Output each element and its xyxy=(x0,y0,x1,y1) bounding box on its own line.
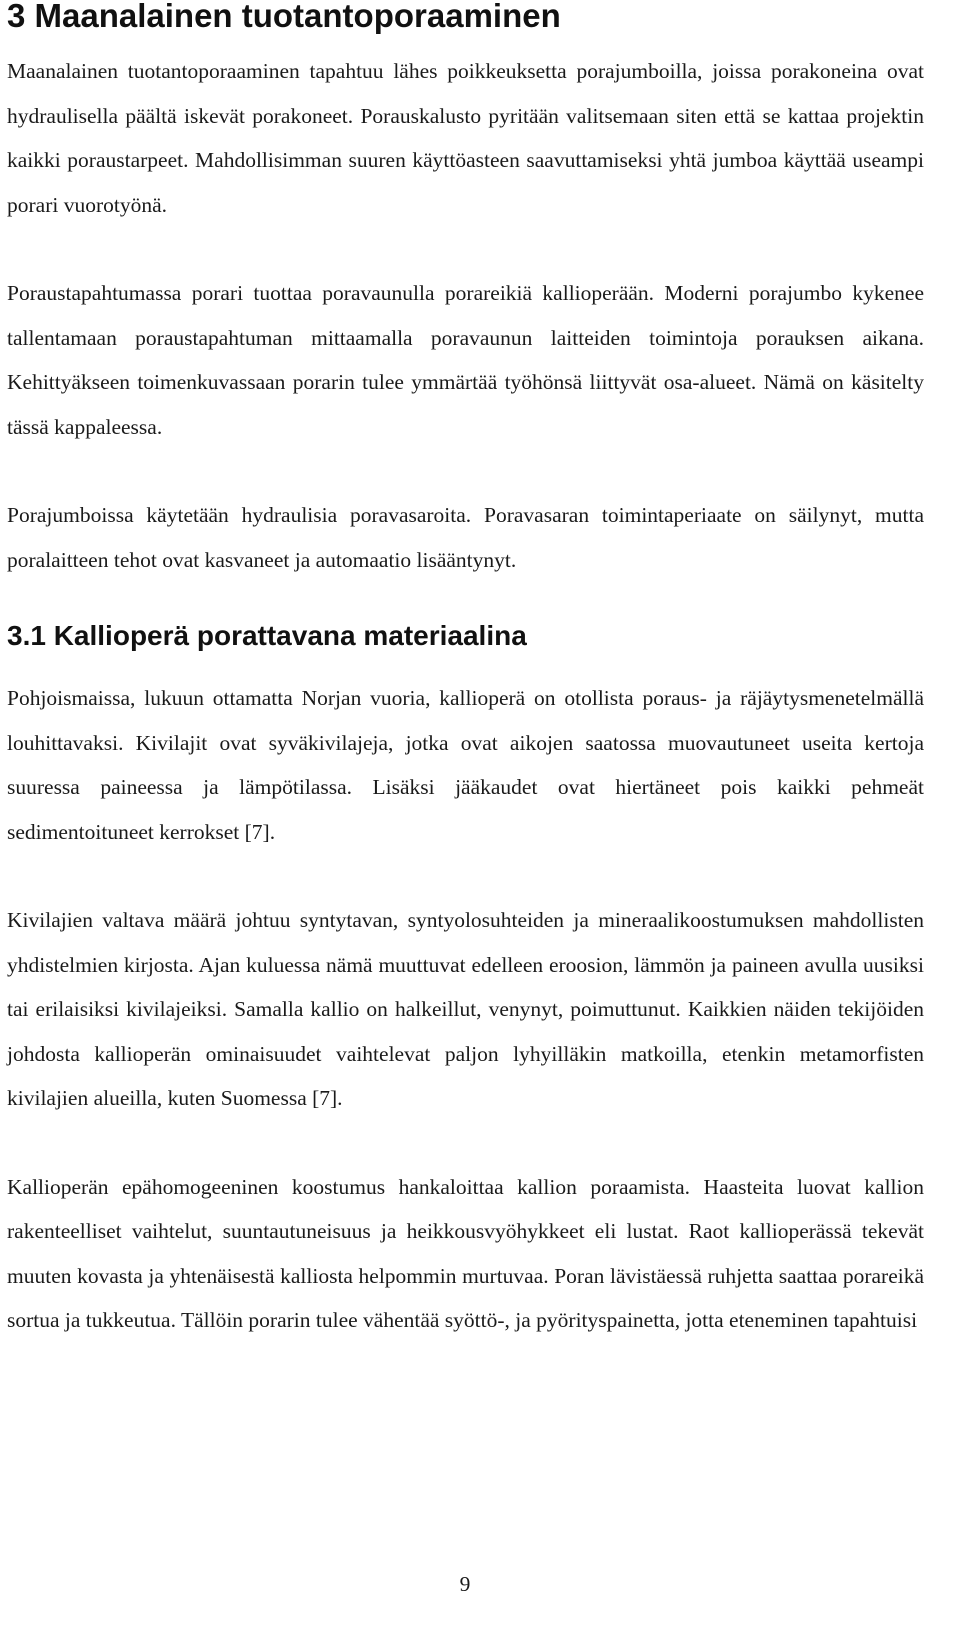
paragraph-inhomogeneous-bedrock: Kallioperän epähomogeeninen koostumus hankaloittaa kallion poraamista. Haasteita luovat kallion rakenteelliset vaihtelut, suuntautuneisuus ja heikkousvyöhykkeet eli lustat. Raot kallioperässä tekevät muuten kovasta ja yhtenäisestä kalliosta helpommin murtuvaa. Poran lävistäessä ruhjetta saattaa porareikä sortua ja tukkeutua. Tällöin porarin tulee vähentää syöttö-, ja pyörityspainetta, jotta eteneminen tapahtuisi xyxy=(7,1174,924,1332)
paragraph-nordic-bedrock: Pohjoismaissa, lukuun ottamatta Norjan vuoria, kallioperä on otollista poraus- ja räjäytysmenetelmällä louhittavaksi. Kivilajit ovat syväkivilajeja, jotka ovat aikojen saatossa muovautuneet useita kertoja suuressa paineessa ja lämpötilassa. Lisäksi jääkaudet ovat hiertäneet pois kaikki pehmeät sedimentoituneet kerrokset [7]. xyxy=(7,686,924,844)
paragraph-rock-types: Kivilajien valtava määrä johtuu syntytavan, syntyolosuhteiden ja mineraalikoostumuksen mahdollisten yhdistelmien kirjosta. Ajan kuluessa nämä muuttuvat edelleen eroosion, lämmön ja paineen avulla uusiksi tai erilaisiksi kivilajeiksi. Samalla kallio on halkeillut, venynyt, poimuttunut. Kaikkien näiden tekijöiden johdosta kallioperän ominaisuudet vaihtelevat paljon lyhyilläkin matkoilla, etenkin metamorfisten kivilajien alueilla, kuten Suomessa [7]. xyxy=(7,908,924,1110)
page-number: 9 xyxy=(459,1572,471,1596)
paragraph-drilling-event: Poraustapahtumassa porari tuottaa poravaunulla porareikiä kallioperään. Moderni porajumbo kykenee tallentamaan poraustapahtuman mittaamalla poravaunun laitteiden toimintoja porauksen aikana. Kehittyäkseen toimenkuvassaan porarin tulee ymmärtää työhönsä liittyvät osa-alueet. Nämä on käsitelty tässä kappaleessa. xyxy=(7,281,924,439)
paragraph-hydraulic-hammers: Porajumboissa käytetään hydraulisia poravasaroita. Poravasaran toimintaperiaate on säilynyt, mutta poralaitteen tehot ovat kasvaneet ja automaatio lisääntynyt. xyxy=(7,503,924,572)
paragraph-intro: Maanalainen tuotantoporaaminen tapahtuu lähes poikkeuksetta porajumboilla, joissa porakoneina ovat hydraulisella päältä iskevät porakoneet. Porauskalusto pyritään valitsemaan siten että se kattaa projektin kaikki poraustarpeet. Mahdollisimman suuren käyttöasteen saavuttamiseksi yhtä jumboa käyttää useampi porari vuorotyönä. xyxy=(7,59,924,217)
document-page xyxy=(7,0,924,1343)
chapter-heading: 3 Maanalainen tuotantoporaaminen xyxy=(7,0,561,34)
section-heading: 3.1 Kallioperä porattavana materiaalina xyxy=(7,620,527,651)
